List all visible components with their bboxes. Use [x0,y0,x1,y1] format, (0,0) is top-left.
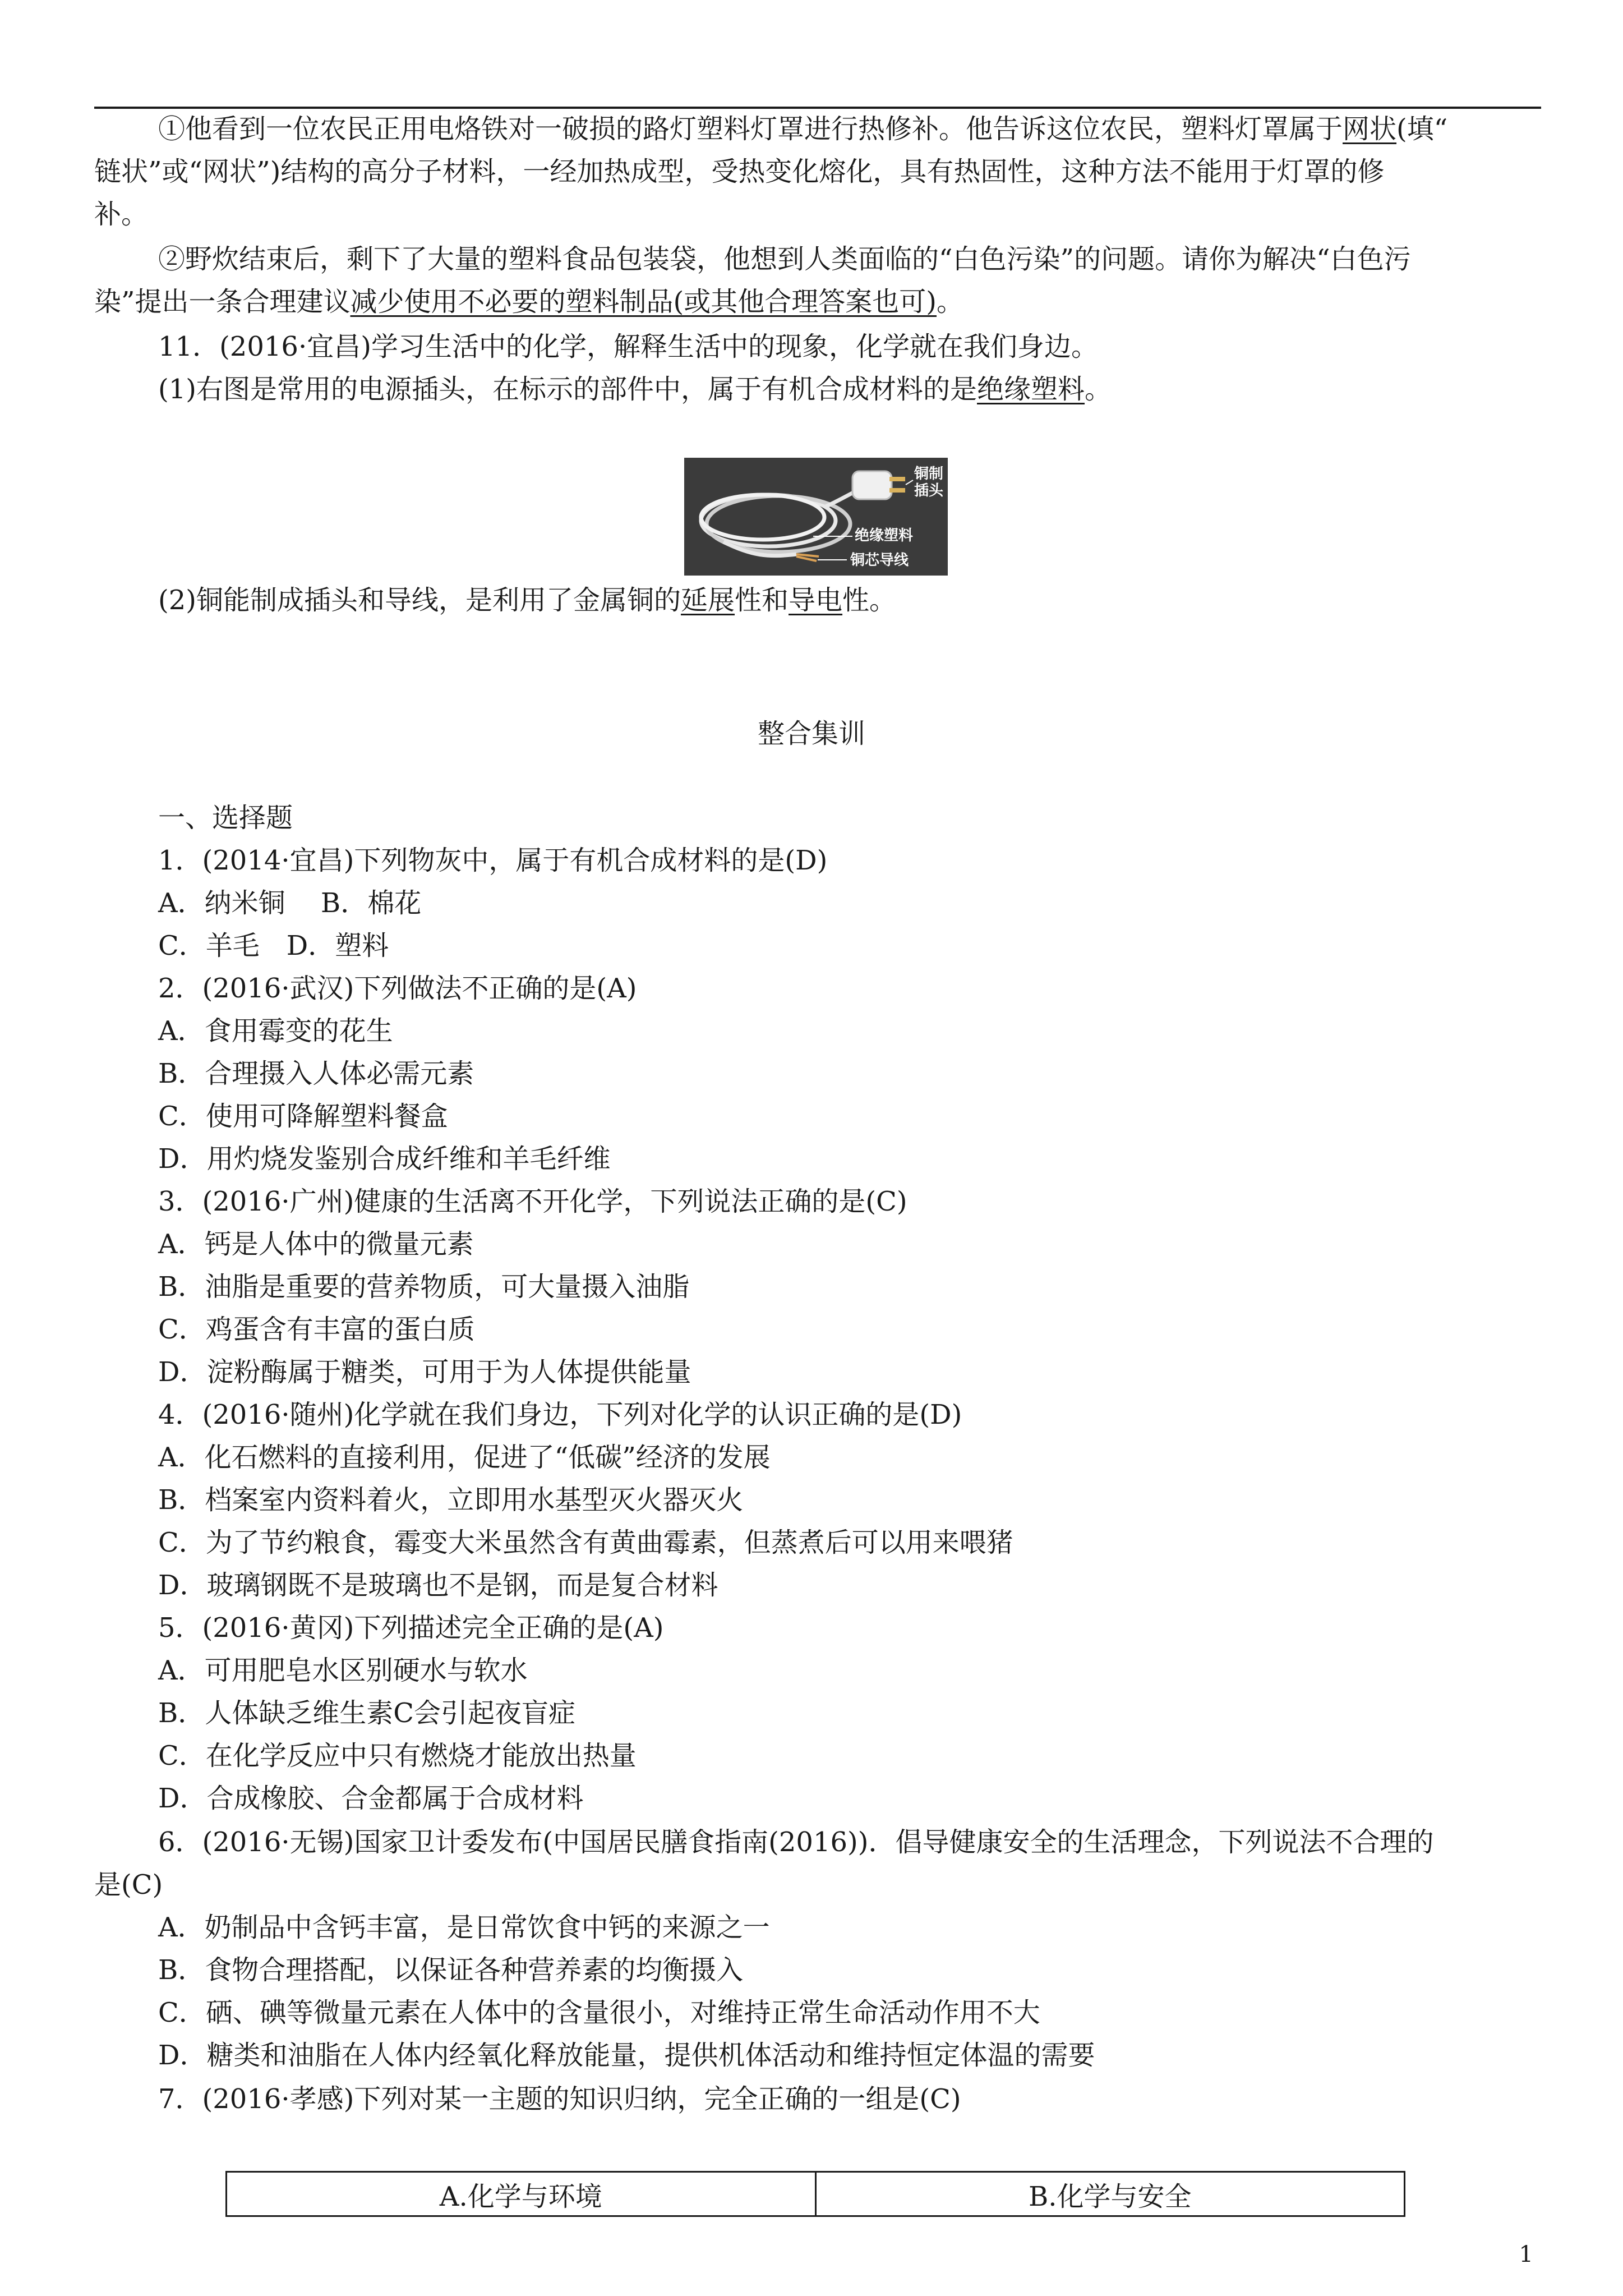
text: ①他看到一位农民正用电烙铁对一破损的路灯塑料灯罩进行热修补。他告诉这位农民，塑料灯罩属于 [158,113,1343,145]
q1-stem: 1．(2014·宜昌)下列物灰中，属于有机合成材料的是(D) [158,845,828,876]
text: 性和 [735,585,789,616]
q2-option: D．用灼烧发鉴别合成纤维和羊毛纤维 [158,1143,611,1175]
answer-underline: 绝缘塑料 [977,374,1085,405]
q4-option: D．玻璃钢既不是玻璃也不是钢，而是复合材料 [158,1570,718,1601]
answer-underline: 延展 [681,585,735,616]
answer-underline: 网状 [1343,113,1397,145]
q6-option: B．食物合理搭配，以保证各种营养素的均衡摄入 [158,1954,744,1986]
header-rule [94,107,1541,109]
table-header-cell: A.化学与环境 [227,2172,816,2216]
q5-option: B．人体缺乏维生素C会引起夜盲症 [158,1697,576,1729]
answer-underline: 导电 [789,585,843,616]
q2-option: C．使用可降解塑料餐盒 [158,1101,448,1132]
table-row [227,2172,1405,2216]
text: (填“ [1396,113,1448,145]
part-heading: 一、选择题 [158,802,293,834]
q6-option: D．糖类和油脂在人体内经氧化释放能量，提供机体活动和维持恒定体温的需要 [158,2040,1095,2071]
text: (1)右图是常用的电源插头，在标示的部件中，属于有机合成材料的是 [158,374,977,405]
q3-stem: 3．(2016·广州)健康的生活离不开化学，下列说法正确的是(C) [158,1186,907,1217]
section-title: 整合集训 [757,718,865,749]
table-header-cell: B.化学与安全 [815,2172,1405,2216]
text: 性。 [842,585,897,616]
p1-line2: 链状”或“网状”)结构的高分子材料，一经加热成型，受热变化熔化，具有热固性，这种方法不能用于灯罩的修 [94,156,1385,187]
q5-option: D．合成橡胶、合金都属于合成材料 [158,1783,584,1814]
q4-option: C．为了节约粮食，霉变大米虽然含有黄曲霉素，但蒸煮后可以用来喂猪 [158,1527,1013,1558]
text: 。 [1085,374,1112,405]
q3-option: A．钙是人体中的微量元素 [158,1228,474,1260]
text: 。 [937,286,964,318]
q3-option: C．鸡蛋含有丰富的蛋白质 [158,1314,475,1345]
insulation-label: 绝缘塑料 [855,527,914,544]
p2-line1: ②野炊结束后，剩下了大量的塑料食品包装袋，他想到人类面临的“白色污染”的问题。请你为解决“白色污 [158,243,1411,275]
q5-option: A．可用肥皂水区别硬水与软水 [158,1655,528,1686]
text: (2)铜能制成插头和导线，是利用了金属铜的 [158,585,681,616]
q11-sub2 [158,583,896,617]
answer-underline: 减少使用不必要的塑料制品(或其他合理答案也可) [350,286,937,318]
q5-stem: 5．(2016·黄冈)下列描述完全正确的是(A) [158,1612,664,1644]
q3-option: D．淀粉酶属于糖类，可用于为人体提供能量 [158,1356,691,1388]
q1-option: A．纳米铜 B．棉花 [158,887,422,919]
knowledge-table [225,2171,1405,2217]
q4-stem: 4．(2016·随州)化学就在我们身边，下列对化学的认识正确的是(D) [158,1399,962,1430]
page-number: 1 [1519,2242,1533,2267]
p2-line2 [94,285,963,319]
q11-stem: 11．(2016·宜昌)学习生活中的化学，解释生活中的现象，化学就在我们身边。 [158,331,1098,362]
p1-line3: 补。 [94,199,149,230]
q6-option: C．硒、碘等微量元素在人体中的含量很小，对维持正常生命活动作用不大 [158,1997,1040,2028]
q6-stem-line1: 6．(2016·无锡)国家卫计委发布(中国居民膳食指南(2016))．倡导健康安全的生活理念，下列说法不合理的 [158,1826,1434,1858]
q4-option: B．档案室内资料着火，立即用水基型灭火器灭火 [158,1484,744,1516]
q11-sub1 [158,372,1112,406]
q2-option: B．合理摄入人体必需元素 [158,1058,474,1089]
q6-option: A．奶制品中含钙丰富，是日常饮食中钙的来源之一 [158,1912,770,1943]
q7-stem: 7．(2016·孝感)下列对某一主题的知识归纳，完全正确的一组是(C) [158,2083,961,2115]
q2-stem: 2．(2016·武汉)下列做法不正确的是(A) [158,973,637,1004]
q5-option: C．在化学反应中只有燃烧才能放出热量 [158,1740,637,1772]
text: 染”提出一条合理建议 [94,286,351,318]
q4-option: A．化石燃料的直接利用，促进了“低碳”经济的发展 [158,1442,771,1473]
q3-option: B．油脂是重要的营养物质，可大量摄入油脂 [158,1271,690,1303]
q2-option: A．食用霉变的花生 [158,1015,393,1047]
plug-label: 铜制插头 [914,466,944,499]
q1-option: C．羊毛 D．塑料 [158,930,389,961]
power-plug-figure [684,458,948,576]
wire-label: 铜芯导线 [850,552,909,569]
q6-stem-line2: 是(C) [94,1869,163,1901]
p1-line1 [158,112,1447,146]
